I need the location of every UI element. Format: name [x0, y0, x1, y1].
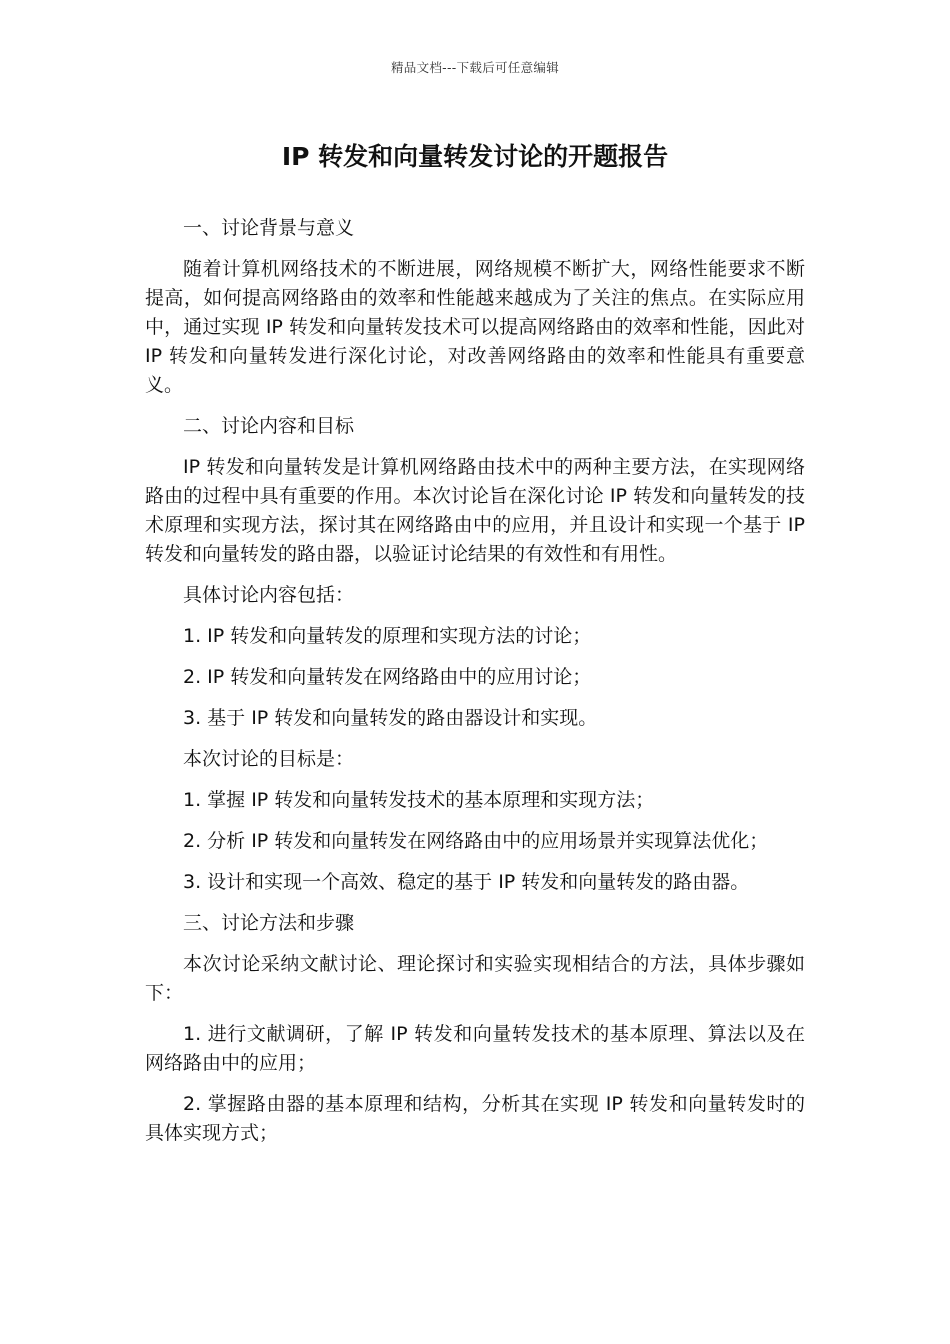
list-item: 1. 进行文献调研，了解 IP 转发和向量转发技术的基本原理、算法以及在网络路由中的应用； [145, 1023, 805, 1074]
section-heading-1: 一、讨论背景与意义 [183, 217, 355, 239]
document-title: IP 转发和向量转发讨论的开题报告 [281, 142, 669, 171]
list-item: 1. 掌握 IP 转发和向量转发技术的基本原理和实现方法； [183, 789, 655, 811]
list-item: 3. 基于 IP 转发和向量转发的路由器设计和实现。 [183, 707, 598, 729]
list-intro-goals: 本次讨论的目标是： [183, 748, 355, 770]
list-item: 2. 掌握路由器的基本原理和结构，分析其在实现 IP 转发和向量转发时的具体实现方式； [145, 1093, 805, 1144]
paragraph-background: 随着计算机网络技术的不断进展，网络规模不断扩大，网络性能要求不断提高，如何提高网络路由的效率和性能越来越成为了关注的焦点。在实际应用中，通过实现 IP 转发和向量转发技术可以提高网络路由的效率和性能，因此对 IP 转发和向量转发进行深化讨论，对改善网络路由的效率和性能具有重要意义。 [145, 258, 805, 396]
list-item: 2. 分析 IP 转发和向量转发在网络路由中的应用场景并实现算法优化； [183, 830, 769, 852]
list-item: 2. IP 转发和向量转发在网络路由中的应用讨论； [183, 666, 592, 688]
list-intro-content: 具体讨论内容包括： [183, 584, 355, 606]
section-heading-3: 三、讨论方法和步骤 [183, 912, 355, 934]
paragraph-content-goals: IP 转发和向量转发是计算机网络路由技术中的两种主要方法，在实现网络路由的过程中具有重要的作用。本次讨论旨在深化讨论 IP 转发和向量转发的技术原理和实现方法，探讨其在网络路由中的应用，并且设计和实现一个基于 IP 转发和向量转发的路由器，以验证讨论结果的有效性和有用性。 [145, 456, 805, 565]
section-heading-2: 二、讨论内容和目标 [183, 415, 355, 437]
document-body [145, 214, 805, 1160]
list-item: 1. IP 转发和向量转发的原理和实现方法的讨论； [183, 625, 592, 647]
paragraph-method: 本次讨论采纳文献讨论、理论探讨和实验实现相结合的方法，具体步骤如下： [145, 953, 805, 1004]
list-item: 3. 设计和实现一个高效、稳定的基于 IP 转发和向量转发的路由器。 [183, 871, 750, 893]
page-header: 精品文档---下载后可任意编辑 [390, 60, 560, 75]
